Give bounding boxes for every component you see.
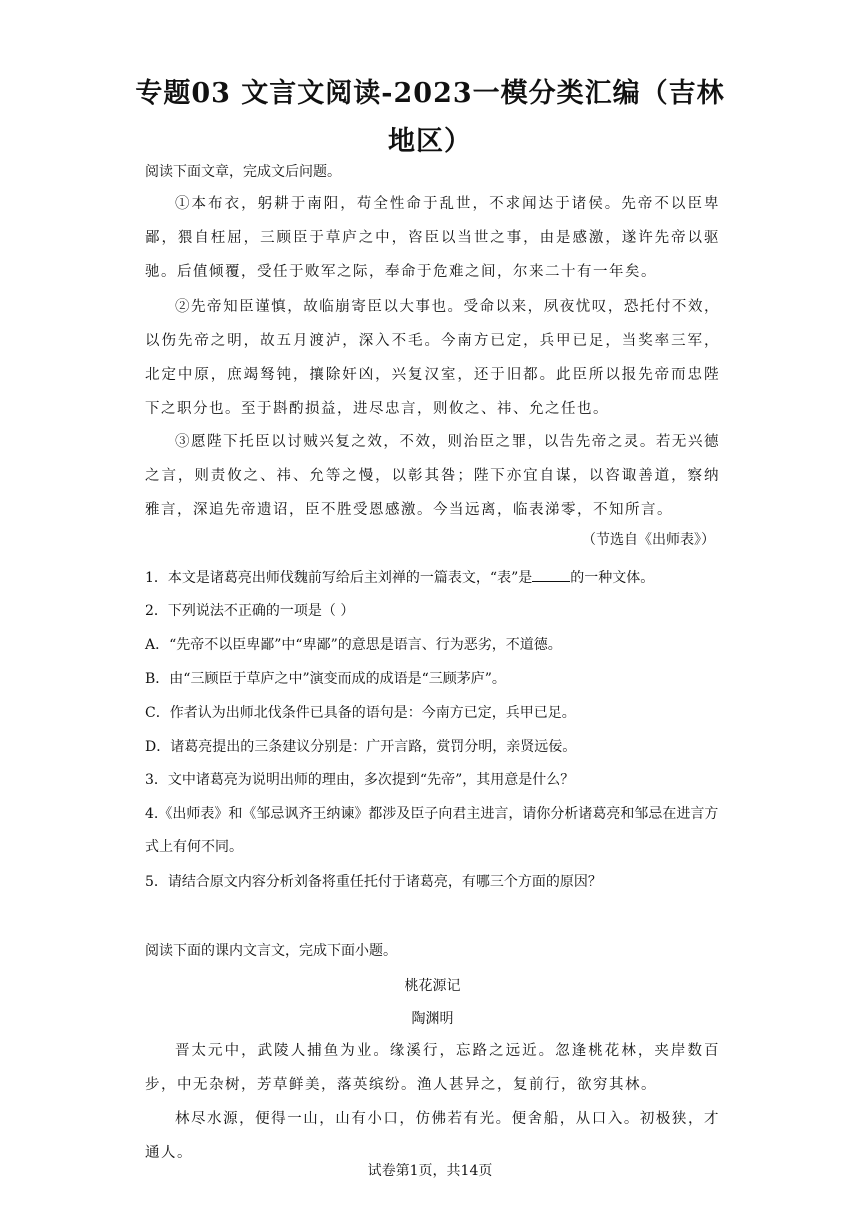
passage2-paragraph-2: 林尽水源，便得一山，山有小口，仿佛若有光。便舍船，从口入。初极狭，才通人。 [145,1111,720,1161]
page-title: 专题03 文言文阅读-2023一模分类汇编（吉林地区） [135,78,725,157]
option-a: A．“先帝不以臣卑鄙”中“卑鄙”的意思是语言、行为恶劣，不道德。 [145,637,562,653]
question-2: 2．下列说法不正确的一项是（ ） [145,603,355,619]
page-footer: 试卷第1页，共14页 [367,1163,493,1179]
question-3: 3．文中诸葛亮为说明出师的理由，多次提到“先帝”，其用意是什么？ [145,772,575,788]
question-1-text: 1．本文是诸葛亮出师伐魏前写给后主刘禅的一篇表文，“表”是 [145,570,533,586]
question-1-text-end: 的一种文体。 [570,570,655,586]
option-d: D．诸葛亮提出的三条建议分别是：广开言路，赏罚分明，亲贤远佞。 [145,739,577,755]
answer-blank[interactable] [532,567,570,582]
question-4: 4.《出师表》和《邹忌讽齐王纳谏》都涉及臣子向君主进言，请你分析诸葛亮和邹忌在进言方式上有何不同。 [145,806,719,855]
passage-author: 陶渊明 [411,1011,454,1027]
option-b: B．由“三顾臣于草庐之中”演变而成的成语是“三顾茅庐”。 [145,671,506,687]
option-c: C．作者认为出师北伐条件已具备的语句是：今南方已定，兵甲已足。 [145,705,576,721]
section1-instruction: 阅读下面文章，完成文后问题。 [145,164,341,180]
passage-source: （节选自《出师表》） [582,532,715,548]
section2-instruction: 阅读下面的课内文言文，完成下面小题。 [145,943,397,959]
passage-title: 桃花源记 [404,978,461,994]
passage-paragraph-1: ①本布衣，躬耕于南阳，苟全性命于乱世，不求闻达于诸侯。先帝不以臣卑鄙，猥自枉屈，三顾臣于草庐之中，咨臣以当世之事，由是感激，遂许先帝以驱驰。后值倾覆，受任于败军之际，奉命于危难之间，尔来二十有一年矣。 [145,196,720,280]
passage-paragraph-2: ②先帝知臣谨慎，故临崩寄臣以大事也。受命以来，夙夜忧叹，恐托付不效，以伤先帝之明，故五月渡泸，深入不毛。今南方已定，兵甲已足，当奖率三军，北定中原，庶竭驽钝，攘除奸凶，兴复汉室，还于旧都。此臣所以报先帝而忠陛下之职分也。至于斟酌损益，进尽忠言，则攸之、祎、允之任也。 [145,299,720,417]
passage-paragraph-3: ③愿陛下托臣以讨贼兴复之效，不效，则治臣之罪，以告先帝之灵。若无兴德之言，则责攸之、祎、允等之慢，以彰其咎；陛下亦宜自谋，以咨诹善道，察纳雅言，深追先帝遗诏，臣不胜受恩感激。今当远离，临表涕零，不知所言。 [145,434,720,518]
question-1 [145,562,720,595]
question-5: 5．请结合原文内容分析刘备将重任托付于诸葛亮，有哪三个方面的原因？ [145,874,602,890]
passage2-paragraph-1: 晋太元中，武陵人捕鱼为业。缘溪行，忘路之远近。忽逢桃花林，夹岸数百步，中无杂树，芳草鲜美，落英缤纷。渔人甚异之，复前行，欲穷其林。 [145,1043,720,1093]
